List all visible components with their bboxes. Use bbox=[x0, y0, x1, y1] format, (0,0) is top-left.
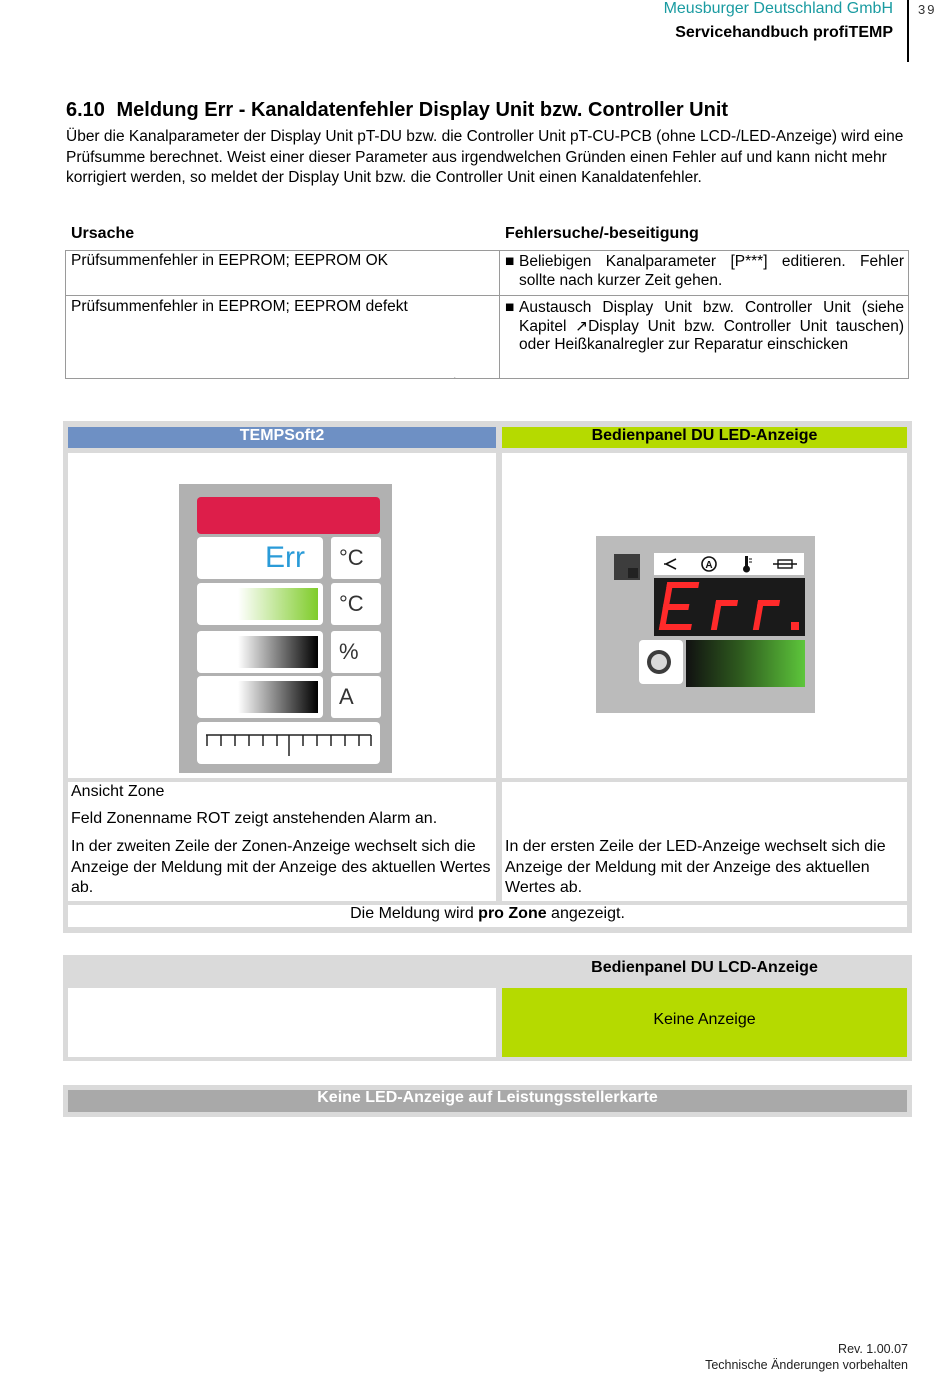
zone-bar-black bbox=[238, 681, 318, 713]
technical-notice: Technische Änderungen vorbehalten bbox=[705, 1358, 908, 1372]
zone-bar-green bbox=[238, 588, 318, 620]
led-value: Err. bbox=[454, 378, 456, 379]
table-divider bbox=[65, 295, 909, 296]
zone-bar-black bbox=[238, 636, 318, 668]
zone-name-alarm-field bbox=[197, 497, 380, 534]
cause-column-header: Ursache bbox=[71, 225, 135, 242]
led-display-description: In der ersten Zeile der LED-Anzeige wechselt sich die Anzeige der Meldung mit der Anzeige des aktuellen Wertes ab. bbox=[505, 838, 886, 896]
zone-value-field: Err bbox=[197, 537, 323, 579]
scale-ticks-icon bbox=[197, 722, 380, 764]
led-indicator-dot bbox=[628, 568, 638, 578]
zone-unit-label: A bbox=[331, 676, 381, 718]
zone-scale bbox=[197, 722, 380, 764]
fuse-icon bbox=[773, 560, 797, 568]
lcd-empty-cell bbox=[68, 988, 496, 1057]
a-circle-icon bbox=[702, 557, 716, 571]
chapter-link[interactable]: ↗Display Unit bzw. Controller Unit tauschen bbox=[575, 317, 899, 335]
signal-icon bbox=[664, 559, 676, 569]
message-scope-text: Die Meldung wird pro Zone angezeigt. bbox=[350, 905, 625, 922]
lcd-panel-header: Bedienpanel DU LCD-Anzeige bbox=[591, 959, 818, 976]
section-title bbox=[66, 99, 728, 122]
led-button[interactable] bbox=[639, 640, 683, 684]
table-divider bbox=[499, 250, 500, 379]
fix-text: Beliebigen Kanalparameter [P***] editieren. Fehler sollte nach kurzer Zeit gehen. bbox=[519, 253, 904, 289]
view-label: Ansicht Zone bbox=[71, 783, 165, 800]
led-panel-header: Bedienpanel DU LED-Anzeige bbox=[502, 427, 907, 448]
thermometer-icon bbox=[743, 556, 752, 573]
fix-column-header: Fehlersuche/-beseitigung bbox=[505, 225, 699, 242]
table-row-cause: Prüfsummenfehler in EEPROM; EEPROM OK bbox=[71, 252, 388, 269]
revision-label: Rev. 1.00.07 bbox=[838, 1342, 908, 1356]
zone-unit-label: % bbox=[331, 631, 381, 673]
power-card-label: Keine LED-Anzeige auf Leistungsstellerkarte bbox=[68, 1090, 907, 1112]
bullet-icon: ■ bbox=[505, 299, 515, 316]
company-name: Meusburger Deutschland GmbH bbox=[663, 0, 893, 17]
bullet-icon: ■ bbox=[505, 253, 515, 270]
table-row-cause: Prüfsummenfehler in EEPROM; EEPROM defekt bbox=[71, 298, 408, 315]
table-row-fix bbox=[505, 299, 904, 355]
lcd-value: Keine Anzeige bbox=[502, 988, 907, 1057]
zone-display-description: In der zweiten Zeile der Zonen-Anzeige wechselt sich die Anzeige der Meldung mit der Anzeige des aktuellen Wertes ab. bbox=[71, 838, 491, 896]
record-button-icon bbox=[639, 640, 683, 684]
zone-unit-label: °C bbox=[331, 537, 381, 579]
tempsoft-header: TEMPSoft2 bbox=[68, 427, 496, 448]
section-number: 6.10 bbox=[66, 99, 105, 121]
zone-unit-label: °C bbox=[331, 583, 381, 625]
fix-text: Austausch Display Unit bzw. Controller Unit (siehe Kapitel ↗Display Unit bzw. Controller Unit tauschen) oder Heißkanalregler zur Reparatur einschicken bbox=[519, 299, 904, 353]
led-err-text bbox=[659, 582, 799, 630]
intro-paragraph: Über die Kanalparameter der Display Unit pT-DU bzw. die Controller Unit pT-CU-PCB (ohne LCD-/LED-Anzeige) wird eine Prüfsumme berechnet. Weist einer dieser Parameter aus irgendwelchen Gründen einen Fehler auf und kann nicht mehr korrigiert werden, so meldet der Display Unit bzw. die Controller Unit einen Kanaldatenfehler. bbox=[66, 128, 904, 187]
alarm-description: Feld Zonenname ROT zeigt anstehenden Alarm an. bbox=[71, 810, 438, 827]
manual-title: Servicehandbuch profiTEMP bbox=[675, 24, 893, 41]
table-row-fix bbox=[505, 253, 904, 290]
header-divider bbox=[907, 0, 909, 62]
section-heading: Meldung Err - Kanaldatenfehler Display Unit bzw. Controller Unit bbox=[116, 99, 729, 121]
led-icon-strip bbox=[654, 553, 804, 575]
led-bar-graph bbox=[686, 640, 805, 687]
svg-text:A: A bbox=[705, 560, 713, 571]
page-number: 39 bbox=[918, 2, 937, 17]
